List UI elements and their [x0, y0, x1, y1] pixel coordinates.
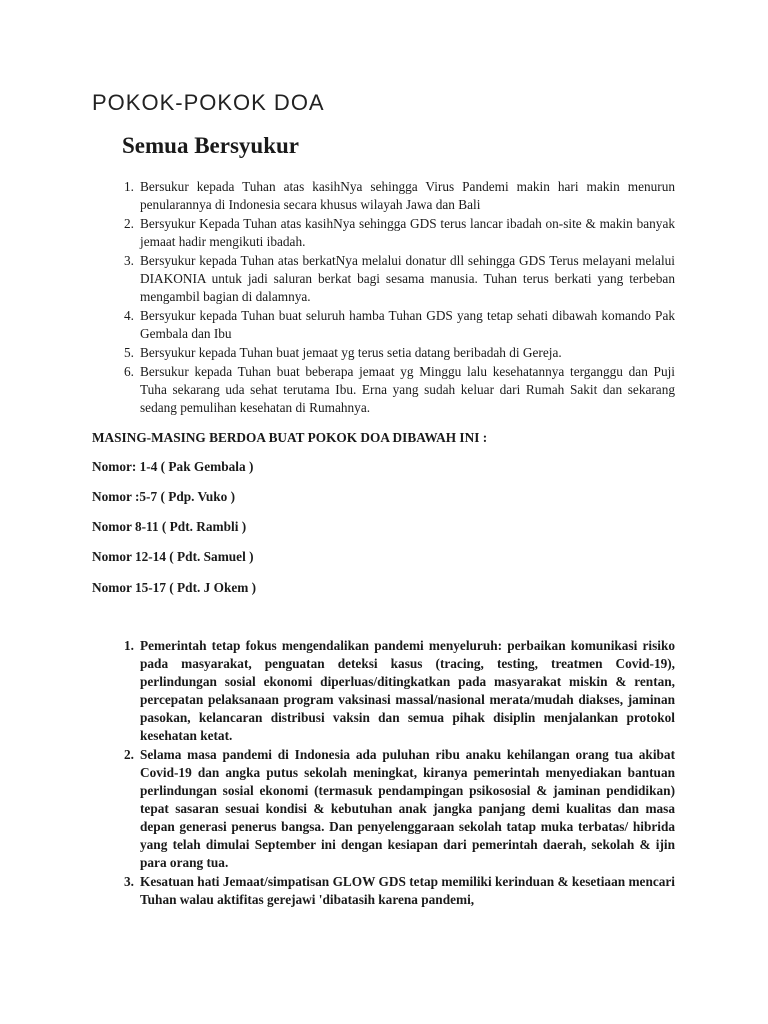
list-item-number: 3. [124, 874, 134, 889]
list-item [112, 363, 675, 417]
gratitude-list [112, 178, 675, 418]
section-heading-gratitude: Semua Bersyukur [122, 133, 299, 158]
list-item-text: Bersyukur Kepada Tuhan atas kasihNya sehingga GDS terus lancar ibadah on-site & makin banyak jemaat hadir mengikuti ibadah. [140, 216, 675, 249]
assignment-line: Nomor 15-17 ( Pdt. J Okem ) [92, 580, 257, 595]
prayer-points-list [112, 637, 675, 910]
list-item [112, 344, 675, 362]
list-item-text: Bersyukur kepada Tuhan buat seluruh hamba Tuhan GDS yang tetap sehati dibawah komando Pak Gembala dan Ibu [140, 308, 675, 341]
list-item-number: 4. [124, 308, 134, 323]
list-item-number: 2. [124, 747, 134, 762]
list-item [112, 637, 675, 745]
list-item-number: 5. [124, 345, 134, 360]
list-item [112, 215, 675, 251]
list-item-text: Selama masa pandemi di Indonesia ada puluhan ribu anaku kehilangan orang tua akibat Covid-19 dan angka putus sekolah meningkat, kiranya pemerintah menyediakan bantuan perlindungan sosial ekonomi (termasuk pendampingan psikososial & jaminan pendidikan) tepat sasaran sesuai kondisi & kebutuhan anak jangka panjang demi kualitas dan masa depan generasi penerus bangsa. Dan penyelenggaraan sekolah tatap muka terbatas/ hibrida yang telah dimulai September ini dengan kesiapan dari pemerintah daerah, sekolah & ijin para orang tua. [140, 747, 675, 870]
assignment-line: Nomor :5-7 ( Pdp. Vuko ) [92, 489, 236, 504]
list-item [112, 746, 675, 872]
list-item [112, 178, 675, 214]
list-item [112, 307, 675, 343]
list-item-number: 3. [124, 253, 134, 268]
list-item-number: 2. [124, 216, 134, 231]
document-title: POKOK-POKOK DOA [92, 90, 325, 115]
assignment-line: Nomor: 1-4 ( Pak Gembala ) [92, 459, 254, 474]
list-item-text: Bersukur kepada Tuhan buat beberapa jemaat yg Minggu lalu kesehatannya terganggu dan Puji Tuha sekarang uda sehat terutama Ibu. Erna yang sudah keluar dari Rumah Sakit dan sekarang sedang pemulihan kesehatan di Rumahnya. [140, 364, 675, 415]
list-item [112, 873, 675, 909]
assignment-line: Nomor 12-14 ( Pdt. Samuel ) [92, 549, 254, 564]
list-item-text: Bersukur kepada Tuhan atas kasihNya sehingga Virus Pandemi makin hari makin menurun penularannya di Indonesia secara khusus wilayah Jawa dan Bali [140, 179, 675, 212]
assignment-line: Nomor 8-11 ( Pdt. Rambli ) [92, 519, 247, 534]
list-item-number: 6. [124, 364, 134, 379]
list-item-text: Bersyukur kepada Tuhan buat jemaat yg terus setia datang beribadah di Gereja. [140, 345, 562, 360]
list-item-number: 1. [124, 179, 134, 194]
list-item-text: Kesatuan hati Jemaat/simpatisan GLOW GDS tetap memiliki kerinduan & kesetiaan mencari Tuhan walau aktifitas gerejawi 'dibatasih karena pandemi, [140, 874, 675, 907]
prayer-instruction: MASING-MASING BERDOA BUAT POKOK DOA DIBAWAH INI : [92, 430, 488, 445]
list-item-text: Bersyukur kepada Tuhan atas berkatNya melalui donatur dll sehingga GDS Terus melayani melalui DIAKONIA untuk jadi saluran berkat bagi sesama manusia. Tuhan terus berkati yang terbeban mengambil bagian di dalamnya. [140, 253, 675, 304]
list-item-number: 1. [124, 638, 134, 653]
list-item [112, 252, 675, 306]
list-item-text: Pemerintah tetap fokus mengendalikan pandemi menyeluruh: perbaikan komunikasi risiko pada masyarakat, penguatan deteksi kasus (tracing, testing, treatmen Covid-19), perlindungan sosial ekonomi diperluas/ditingkatkan pada masyarakat miskin & rentan, percepatan pelaksanaan program vaksinasi massal/nasional merata/mudah diakses, jaminan pasokan, kelancaran distribusi vaksin dan semua pihak disiplin menjalankan protokol kesehatan ketat. [140, 638, 675, 743]
